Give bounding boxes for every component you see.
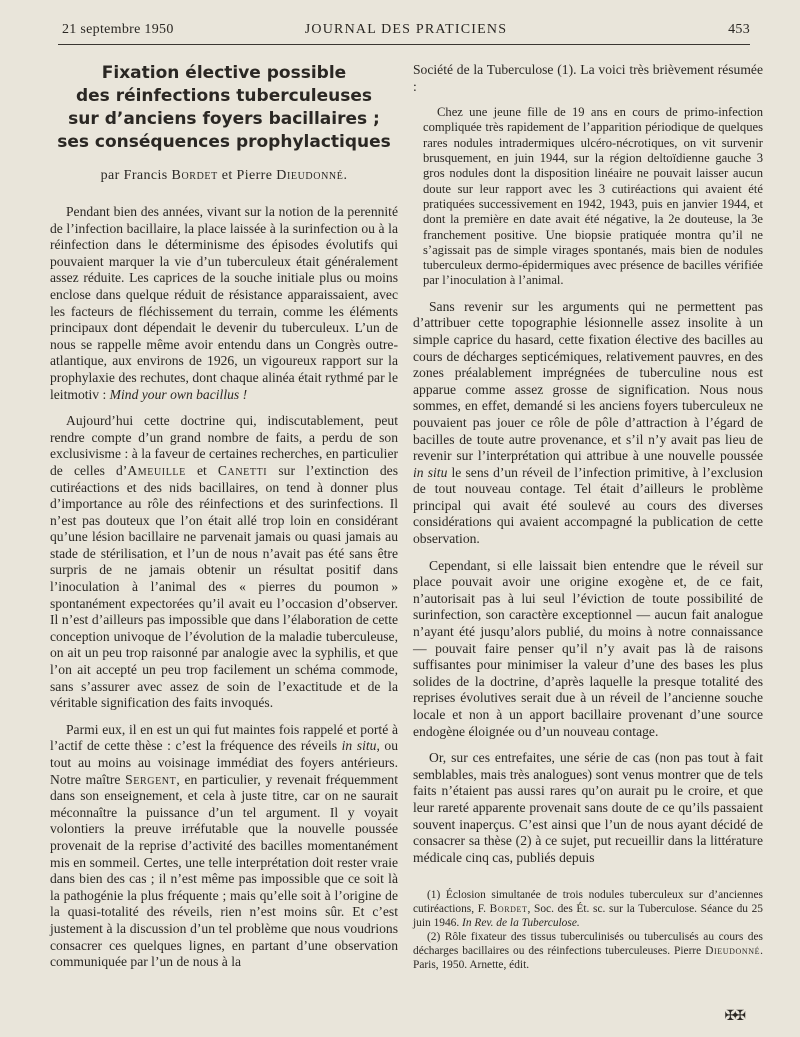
text-run: Aujourd’hui cette doctrine qui, indiscutablement, peut rendre compte d’un grand nombre de faits, a perdu de son exclusivisme : à la faveur de certaines recherches, en particulier de celles d’ bbox=[50, 413, 398, 478]
author-name: Bordet bbox=[171, 168, 218, 183]
italic-text: In Rev. de la Tuberculose. bbox=[462, 917, 580, 930]
paragraph bbox=[50, 204, 398, 403]
byline bbox=[50, 168, 398, 184]
paragraph bbox=[50, 413, 398, 712]
right-column bbox=[413, 62, 763, 972]
article-title bbox=[50, 62, 398, 154]
cited-author: Dieudonné bbox=[705, 945, 761, 958]
text-run: . Paris, 1950. Arnette, édit. bbox=[413, 945, 763, 972]
italic-text: in situ bbox=[341, 738, 377, 754]
title-line: ses conséquences prophylactiques bbox=[57, 132, 391, 152]
text-run: , en particulier, y revenait fréquemment dans son enseignement, et cela à juste titre, car on ne saurait méconnaître la puissance d’un tel argument. Il y voyait volontiers la preuve irréfutable que la nouvelle poussée provenait de la reprise d’activité des bacilles momentanément mis en sommeil. Certes, une telle interprétation doit rester vraie dans bien des cas ; il n’est même pas impossible que ce soit là la pathogénie la plus fréquente ; mais qu’elle soit à l’origine de la quasi-totalité des réveils, rien n’est moins sûr. Et c’est justement à la discussion d’un tel problème que nous voudrions consacrer ces quelques lignes, en partant d’une observation communiquée par l’un de nous à la bbox=[50, 771, 398, 970]
case-summary: Chez une jeune fille de 19 ans en cours de primo-infection compliquée très rapidement de l’apparition périodique de quelques rares nodules intradermiques ulcéro-nécrotiques, on vit survenir brusquement, en juin 1944, sur la région deltoïdienne gauche 3 gros nodules dont la disposition linéaire ne pouvait laisser aucun doute sur leur rapport avec les 3 cutiréactions qui avaient été pratiquées successivement en 1942, 1943, puis en janvier 1944, et dont la première en date avait été négative, la 2e douteuse, la 3e franchement positive. Une biopsie pratiquée montra qu’il ne s’agissait pas de simple virages spontanés, mais bien de nodules tuberculeux dermo-épidermiques avec présence de bacilles vérifiée par l’inoculation à l’animal. bbox=[423, 105, 763, 288]
paragraph: Or, sur ces entrefaites, une série de cas (non pas tout à fait semblables, mais très analogues) sont venus montrer que de tels faits n’étaient pas aussi rares qu’on aurait pu le croire, et que leur rareté apparente provenait sans doute de ce qu’ils passaient souvent inaperçus. C’est ainsi que l’un de nous ayant décidé de consacrer sa thèse (2) à ce sujet, put recueillir dans la littérature médicale cinq cas, publiés depuis bbox=[413, 750, 763, 865]
left-column bbox=[50, 62, 398, 971]
paragraph bbox=[50, 722, 398, 971]
byline-suffix: . bbox=[343, 168, 348, 183]
footnote bbox=[413, 930, 763, 972]
text-run: (2) Rôle fixateur des tissus tuberculinisés ou tuberculisés au cours des décharges bacillaires ou des réinfections tuberculeuses. Pierre bbox=[413, 931, 763, 958]
italic-text: Mind your own bacillus ! bbox=[109, 386, 248, 402]
cited-author: Ameuille bbox=[127, 462, 186, 478]
cited-author: Bordet bbox=[489, 903, 528, 916]
text-run: (1) Éclosion simultanée de trois nodules tuberculeux sur d’anciennes cutiréactions, F. bbox=[413, 889, 763, 916]
text-run: Sans revenir sur les arguments qui ne permettent pas d’attribuer cette topographie lésionnelle assez insolite à un simple caprice du hasard, cette fixation élective des bacilles au cours de décharges septicémiques, relativement pauvres, en des zones préalablement imprégnées de tuberculine nous est apparue comme assez grosse de signification. Nous nous sommes, en effet, demandé si les anciens foyers tuberculeux ne pouvaient pas jouer ce rôle de pôle d’attraction à l’égard de bacilles de toute autre provenance, et s’il n’y avait pas lieu de revenir sur l’interprétation qui attribue à une nouvelle poussée bbox=[413, 298, 763, 464]
footnotes bbox=[413, 888, 763, 972]
italic-text: in situ bbox=[413, 464, 448, 480]
text-run: et bbox=[185, 462, 218, 478]
text-run: le sens d’un réveil de l’infection primitive, à l’exclusion de tout nouveau contage. Tel était d’ailleurs le problème principal qui avait été soulevé au cours des diverses considérations qui avaient accompagné la publication de cette observation. bbox=[413, 464, 763, 547]
end-of-article-mark: ✠✠ bbox=[724, 1008, 744, 1024]
cited-author: Canetti bbox=[217, 462, 268, 478]
text-run: , ou tout au moins au voisinage immédiat des foyers antérieurs. Notre maître bbox=[50, 738, 398, 787]
author-name: Dieudonné bbox=[276, 168, 344, 183]
page-number: 453 bbox=[728, 22, 750, 37]
text-run: Pendant bien des années, vivant sur la notion de la perennité de l’infection bacillaire, la place laissée à la surinfection ou à la réinfection dans le déterminisme des épisodes évolutifs qui pouvaient marquer la vie d’un tuberculeux était généralement assez réduite. Les caprices de la souche initiale plus ou moins enclose dans quelque réduit de résistance apparaissaient, avec les facteurs de fléchissement du terrain, comme les éléments principaux dont dépendait le devenir du tuberculeux. L’un de nous se rappelle même avoir entendu dans un Congrès outre-atlantique, aux environs de 1926, un vigoureux rapport sur la prophylaxie des rechutes, dont chaque alinéa était rythmé par le leitmotiv : bbox=[50, 204, 398, 402]
text-run: , Soc. des Ét. sc. sur la Tuberculose. Séance du 25 juin 1946. bbox=[413, 903, 763, 930]
header-date: 21 septembre 1950 bbox=[62, 22, 174, 37]
text-run: Parmi eux, il en est un qui fut maintes fois rappelé et porté à l’actif de cette thèse : c’est la fréquence des réveils bbox=[50, 721, 398, 754]
byline-conjunction: et Pierre bbox=[217, 168, 277, 183]
header-journal-name: JOURNAL DES PRATICIENS bbox=[304, 22, 508, 37]
paragraph: Cependant, si elle laissait bien entendre que le réveil sur place pouvait avoir une origine exogène et, de ce fait, n’autorisait pas à lui seul l’éviction de toute possibilité de surinfection, son caractère exceptionnel — aucun fait analogue n’ayant été jusqu’alors publié, du moins à notre connaissance — pouvait faire penser qu’il n’y avait pas là de raisons suffisantes pour minimiser la valeur d’une des bases les plus solides de la doctrine, d’après laquelle la presque totalité des reprises évolutives serait due à un réveil de l’ancienne souche locale et non à un apport bacillaire provenant d’une source endogène éloignée ou d’un nouveau contage. bbox=[413, 557, 763, 739]
text-run: sur l’extinction des cutiréactions et des nids bacillaires, on tend à donner plus d’importance au rôle des réinfections et des surinfections. Il n’est pas douteux que l’on était allé trop loin en considérant qu’une lésion bacillaire ne parvenait jamais ou quasi jamais au stade de stérilisation, et l’un de nous n’avait pas été sans être surpris de ne jamais obtenir un résultat positif dans l’inoculation à l’animal des « pierres du poumon » spontanément expectorées qu’il avait eu l’occasion d’observer. Il n’est d’ailleurs pas impossible que dans l’élaboration de cette conception univoque de l’évolution de la maladie tuberculeuse, on ait un peu trop raisonné par analogie avec la syphilis, et que l’on ait accepté un peu trop facilement un schéma commode, sans s’assurer avec assez de soin de l’exactitude et de la véritable signification des faits invoqués. bbox=[50, 462, 398, 711]
byline-prefix: par Francis bbox=[100, 168, 172, 183]
footnote bbox=[413, 888, 763, 930]
header-rule bbox=[58, 44, 750, 45]
title-line: sur d’anciens foyers bacillaires ; bbox=[68, 109, 380, 129]
title-line: des réinfections tuberculeuses bbox=[75, 86, 373, 106]
paragraph bbox=[413, 299, 763, 548]
cited-author: Sergent bbox=[125, 771, 177, 787]
title-line: Fixation élective possible bbox=[101, 63, 347, 83]
paragraph: Société de la Tuberculose (1). La voici très brièvement résumée : bbox=[413, 62, 763, 94]
running-header bbox=[62, 22, 750, 44]
